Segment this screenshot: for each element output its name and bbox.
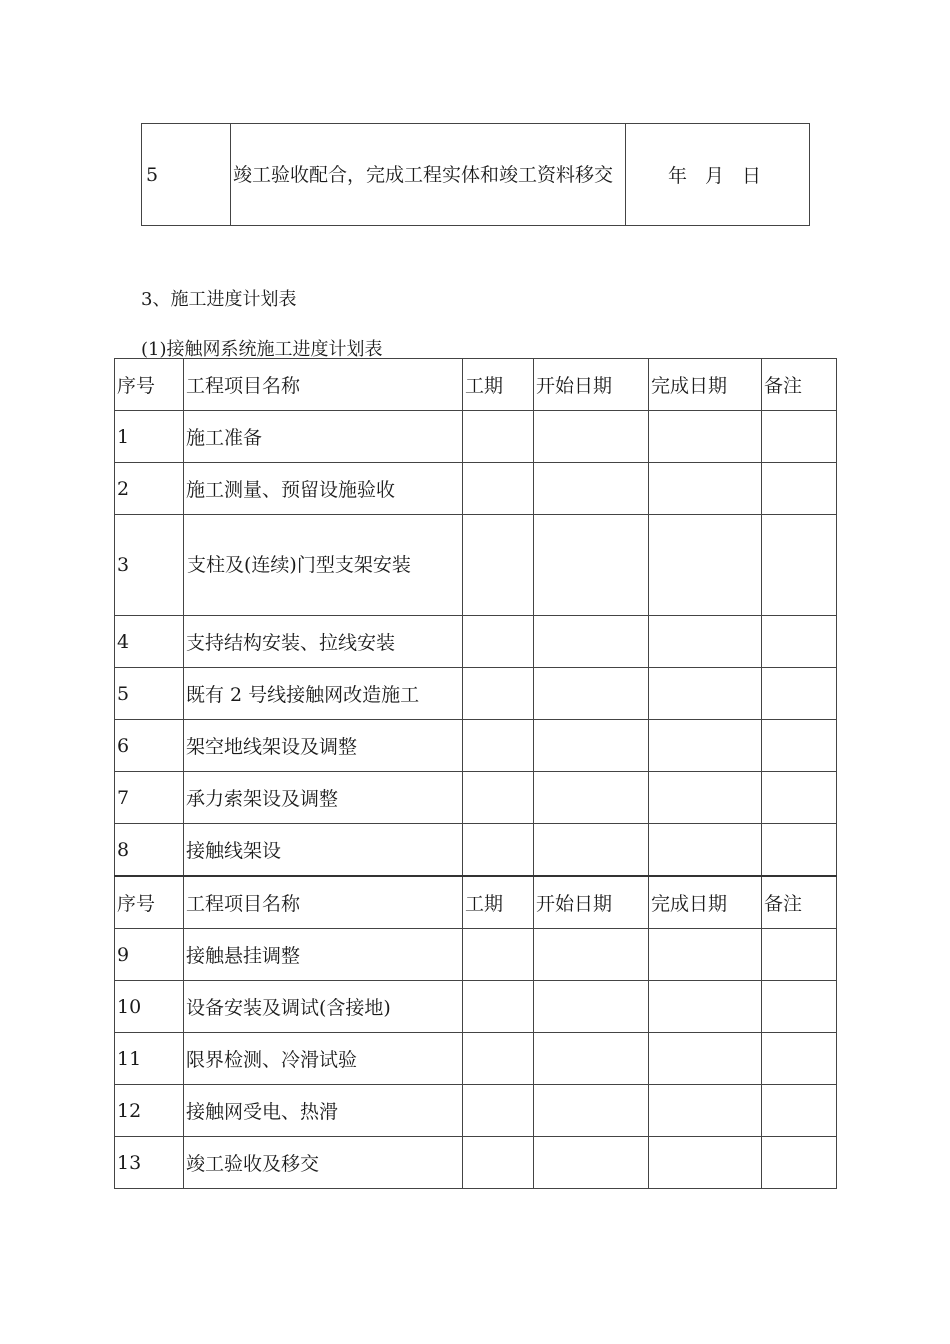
task-name: 施工测量、预留设施验收 bbox=[184, 463, 463, 515]
remarks-cell bbox=[762, 824, 837, 877]
duration-cell bbox=[463, 981, 534, 1033]
duration-cell bbox=[463, 411, 534, 463]
table-row bbox=[115, 1085, 837, 1137]
duration-cell bbox=[463, 720, 534, 772]
end-date-cell bbox=[649, 1085, 762, 1137]
remarks-cell bbox=[762, 720, 837, 772]
row-number: 6 bbox=[115, 720, 184, 772]
end-date-cell bbox=[649, 929, 762, 981]
table-row bbox=[115, 929, 837, 981]
row-number: 5 bbox=[115, 668, 184, 720]
duration-cell bbox=[463, 668, 534, 720]
row-number: 4 bbox=[115, 616, 184, 668]
table-row bbox=[115, 411, 837, 463]
duration-cell bbox=[463, 1085, 534, 1137]
header-cell-end: 完成日期 bbox=[649, 876, 762, 929]
task-name: 支柱及(连续)门型支架安装 bbox=[184, 515, 463, 616]
date-field: 年 月 日 bbox=[626, 124, 810, 226]
duration-cell bbox=[463, 929, 534, 981]
task-name: 竣工验收及移交 bbox=[184, 1137, 463, 1189]
completion-table bbox=[141, 123, 810, 226]
header-cell-remarks: 备注 bbox=[762, 359, 837, 411]
table-row bbox=[115, 1137, 837, 1189]
task-name: 施工准备 bbox=[184, 411, 463, 463]
end-date-cell bbox=[649, 668, 762, 720]
row-number: 2 bbox=[115, 463, 184, 515]
start-date-cell bbox=[534, 824, 649, 877]
duration-cell bbox=[463, 463, 534, 515]
remarks-cell bbox=[762, 1085, 837, 1137]
duration-cell bbox=[463, 1033, 534, 1085]
task-name: 设备安装及调试(含接地) bbox=[184, 981, 463, 1033]
start-date-cell bbox=[534, 929, 649, 981]
row-number: 12 bbox=[115, 1085, 184, 1137]
task-name: 竣工验收配合，完成工程实体和竣工资料移交 bbox=[231, 124, 626, 226]
table-row bbox=[115, 772, 837, 824]
row-number: 13 bbox=[115, 1137, 184, 1189]
table-row bbox=[115, 616, 837, 668]
end-date-cell bbox=[649, 515, 762, 616]
end-date-cell bbox=[649, 824, 762, 877]
remarks-cell bbox=[762, 463, 837, 515]
remarks-cell bbox=[762, 515, 837, 616]
remarks-cell bbox=[762, 1033, 837, 1085]
table-row bbox=[115, 824, 837, 877]
task-name: 承力索架设及调整 bbox=[184, 772, 463, 824]
end-date-cell bbox=[649, 463, 762, 515]
table-caption: (1)接触网系统施工进度计划表 bbox=[141, 339, 383, 360]
end-date-cell bbox=[649, 1033, 762, 1085]
table-row bbox=[142, 124, 810, 226]
duration-cell bbox=[463, 616, 534, 668]
end-date-cell bbox=[649, 616, 762, 668]
row-number: 5 bbox=[142, 124, 231, 226]
task-name: 架空地线架设及调整 bbox=[184, 720, 463, 772]
start-date-cell bbox=[534, 1137, 649, 1189]
remarks-cell bbox=[762, 981, 837, 1033]
duration-cell bbox=[463, 1137, 534, 1189]
remarks-cell bbox=[762, 772, 837, 824]
header-cell-duration: 工期 bbox=[463, 359, 534, 411]
header-cell-task: 工程项目名称 bbox=[184, 359, 463, 411]
duration-cell bbox=[463, 772, 534, 824]
row-number: 11 bbox=[115, 1033, 184, 1085]
start-date-cell bbox=[534, 668, 649, 720]
table-row bbox=[115, 515, 837, 616]
header-cell-duration: 工期 bbox=[463, 876, 534, 929]
header-row bbox=[115, 359, 837, 411]
task-name: 接触悬挂调整 bbox=[184, 929, 463, 981]
start-date-cell bbox=[534, 515, 649, 616]
schedule-table bbox=[114, 358, 837, 1189]
header-cell-end: 完成日期 bbox=[649, 359, 762, 411]
table-row bbox=[115, 1033, 837, 1085]
remarks-cell bbox=[762, 668, 837, 720]
duration-cell bbox=[463, 515, 534, 616]
start-date-cell bbox=[534, 1085, 649, 1137]
start-date-cell bbox=[534, 1033, 649, 1085]
task-name: 接触网受电、热滑 bbox=[184, 1085, 463, 1137]
task-name: 接触线架设 bbox=[184, 824, 463, 877]
row-number: 7 bbox=[115, 772, 184, 824]
header-cell-remarks: 备注 bbox=[762, 876, 837, 929]
header-cell-number: 序号 bbox=[115, 359, 184, 411]
start-date-cell bbox=[534, 616, 649, 668]
start-date-cell bbox=[534, 720, 649, 772]
duration-cell bbox=[463, 824, 534, 877]
table-row bbox=[115, 981, 837, 1033]
row-number: 1 bbox=[115, 411, 184, 463]
row-number: 10 bbox=[115, 981, 184, 1033]
start-date-cell bbox=[534, 411, 649, 463]
remarks-cell bbox=[762, 616, 837, 668]
start-date-cell bbox=[534, 772, 649, 824]
header-cell-number: 序号 bbox=[115, 876, 184, 929]
task-name: 支持结构安装、拉线安装 bbox=[184, 616, 463, 668]
task-name: 限界检测、冷滑试验 bbox=[184, 1033, 463, 1085]
end-date-cell bbox=[649, 772, 762, 824]
table-row bbox=[115, 668, 837, 720]
task-name: 既有 2 号线接触网改造施工 bbox=[184, 668, 463, 720]
end-date-cell bbox=[649, 411, 762, 463]
table-row bbox=[115, 463, 837, 515]
row-number: 8 bbox=[115, 824, 184, 877]
end-date-cell bbox=[649, 1137, 762, 1189]
table-row bbox=[115, 720, 837, 772]
start-date-cell bbox=[534, 981, 649, 1033]
row-number: 3 bbox=[115, 515, 184, 616]
start-date-cell bbox=[534, 463, 649, 515]
remarks-cell bbox=[762, 929, 837, 981]
remarks-cell bbox=[762, 1137, 837, 1189]
header-cell-start: 开始日期 bbox=[534, 359, 649, 411]
header-row-repeat bbox=[115, 876, 837, 929]
section-heading: 3、施工进度计划表 bbox=[141, 289, 297, 310]
end-date-cell bbox=[649, 720, 762, 772]
header-cell-start: 开始日期 bbox=[534, 876, 649, 929]
end-date-cell bbox=[649, 981, 762, 1033]
remarks-cell bbox=[762, 411, 837, 463]
row-number: 9 bbox=[115, 929, 184, 981]
header-cell-task: 工程项目名称 bbox=[184, 876, 463, 929]
